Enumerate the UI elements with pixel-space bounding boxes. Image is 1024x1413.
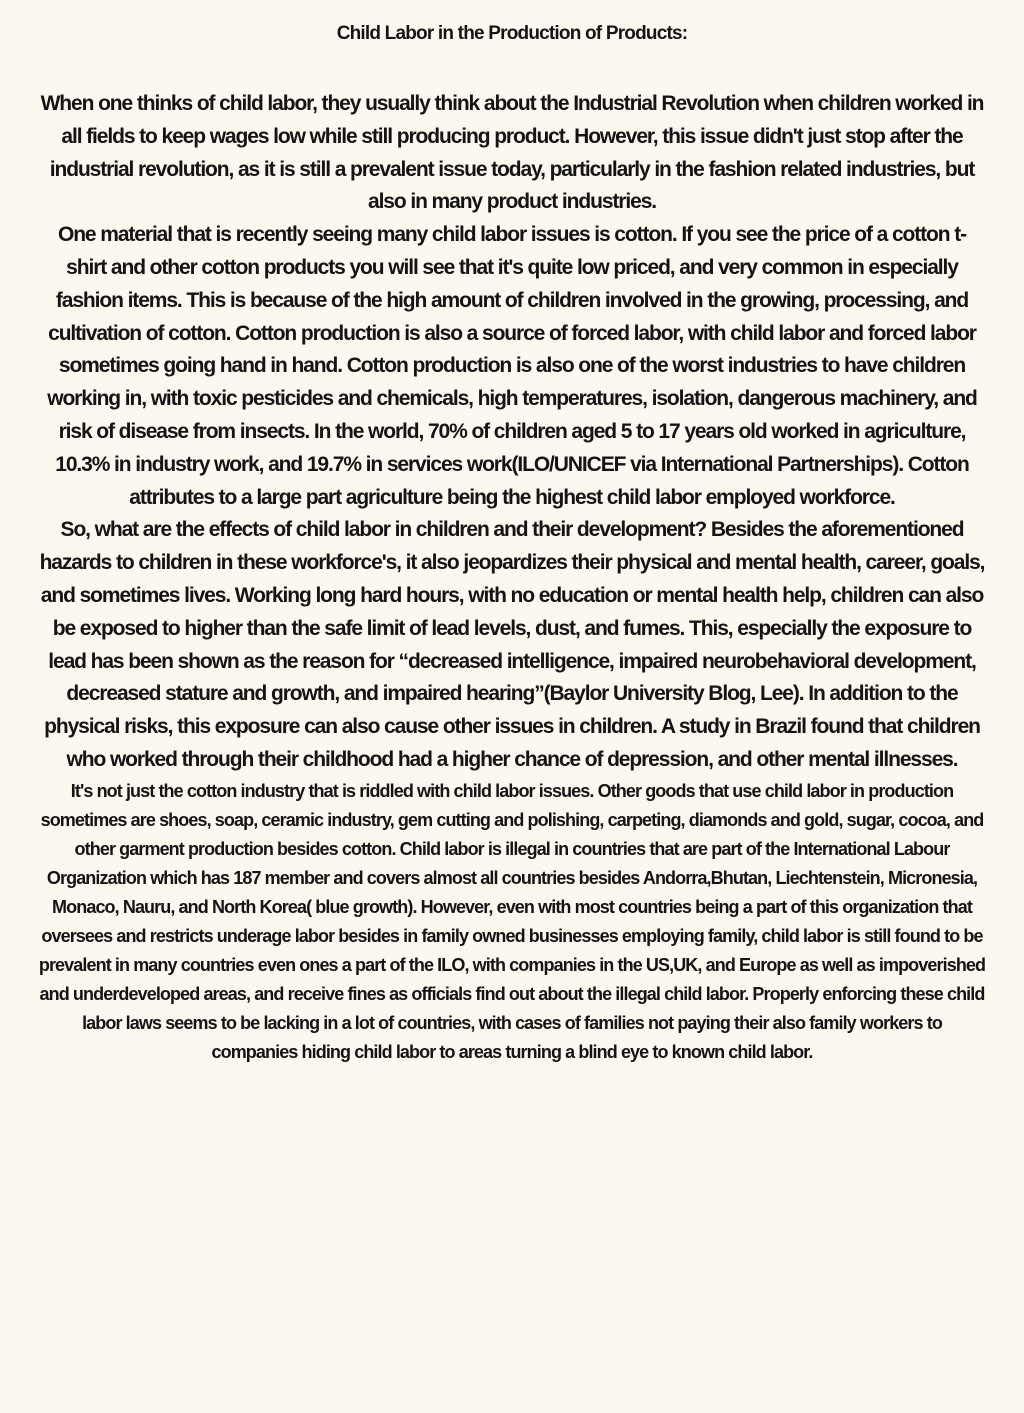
paragraph-effects: So, what are the effects of child labor in children and their development? Besides the aforementioned hazards to children in these workforce's, it also jeopardizes their physical and mental health, career, goals, and sometimes lives. Working long hard hours, with no education or mental health help, children can also be exposed to higher than the safe limit of lead levels, dust, and fumes. This, especially the exposure to lead has been shown as the reason for “decreased intelligence, impaired neurobehavioral development, decreased stature and growth, and impaired hearing”(Baylor University Blog, Lee). In addition to the physical risks, this exposure can also cause other issues in children. A study in Brazil found that children who worked through their childhood had a higher chance of depression, and other mental illnesses. [39, 518, 985, 771]
paragraph-cotton: One material that is recently seeing many child labor issues is cotton. If you see the price of a cotton t- shirt and other cotton products you will see that it's quite low priced, and very common in especially fashion items. This is because of the high amount of children involved in the growing, processing, and cultivation of cotton. Cotton production is also a source of forced labor, with child labor and forced labor sometimes going hand in hand. Cotton production is also one of the worst industries to have children working in, with toxic pesticides and chemicals, high temperatures, isolation, dangerous machinery, and risk of disease from insects. In the world, 70% of children aged 5 to 17 years old worked in agriculture, 10.3% in industry work, and 19.7% in services work(ILO/UNICEF via International Partnerships). Cotton attributes to a large part agriculture being the highest child labor employed workforce. [47, 223, 977, 509]
paragraph-other-industries: It's not just the cotton industry that is riddled with child labor issues. Other goods that use child labor in production sometimes are shoes, soap, ceramic industry, gem cutting and polishing, carpeting, diamonds and gold, sugar, cocoa, and other garment production besides cotton. Child labor is illegal in countries that are part of the International Labour Organization which has 187 member and covers almost all countries besides Andorra,Bhutan, Liechtenstein, Micronesia, Monaco, Nauru, and North Korea( blue growth). However, even with most countries being a part of this organization that oversees and restricts underage labor besides in family owned businesses employing family, child labor is still found to be prevalent in many countries even ones a part of the ILO, with companies in the US,UK, and Europe as well as impoverished and underdeveloped areas, and receive fines as officials find out about the illegal child labor. Properly enforcing these child labor laws seems to be lacking in a lot of countries, with cases of families not paying their also family workers to companies hiding child labor to areas turning a blind eye to known child labor. [38, 780, 986, 1062]
title-spacer [38, 48, 986, 88]
document-title: Child Labor in the Production of Products: [336, 23, 688, 44]
paragraph-intro: When one thinks of child labor, they usually think about the Industrial Revolution when children worked in all fields to keep wages low while still producing product. However, this issue didn't just stop after the industrial revolution, as it is still a prevalent issue today, particularly in the fashion related industries, but also in many product industries. [40, 92, 984, 214]
